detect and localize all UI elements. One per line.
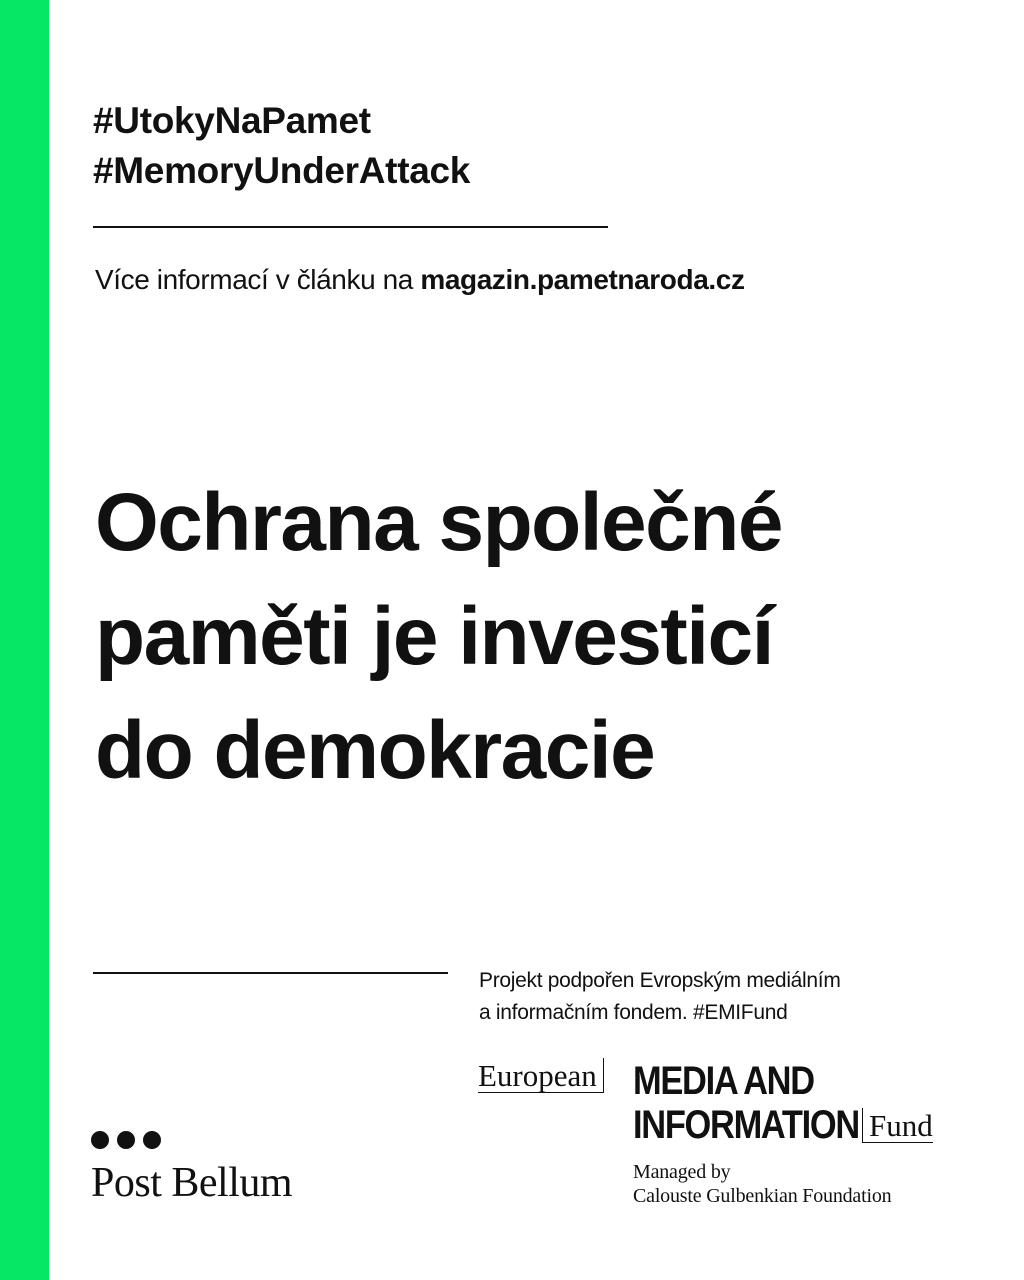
hashtag-utoky: #UtokyNaPamet (93, 100, 371, 141)
headline-line-3: do demokracie (95, 705, 655, 796)
managed-by (633, 1160, 891, 1208)
hashtag-memory: #MemoryUnderAttack (93, 150, 471, 191)
support-line-1: Projekt podpořen Evropským mediálním (479, 969, 841, 992)
managed-by-line-2: Calouste Gulbenkian Foundation (633, 1185, 892, 1207)
post-bellum-logo (91, 1131, 292, 1208)
info-link: magazin.pametnaroda.cz (420, 264, 745, 295)
managed-by-line-1: Managed by (633, 1161, 731, 1183)
emif-information: INFORMATION (633, 1103, 859, 1147)
headline-line-2: paměti je investicí (95, 591, 773, 682)
support-line-2: a informačním fondem. #EMIFund (479, 1001, 788, 1024)
dot-icon (117, 1131, 135, 1149)
divider-top (93, 226, 608, 228)
emif-media-and: MEDIA AND (633, 1059, 814, 1103)
dot-icon (143, 1131, 161, 1149)
emif-european: European (478, 1058, 604, 1093)
info-text (95, 262, 745, 298)
divider-bottom (93, 972, 448, 974)
headline-line-1: Ochrana společné (95, 477, 782, 568)
dot-icon (91, 1131, 109, 1149)
emif-fund: Fund (862, 1108, 933, 1143)
three-dots-icon (91, 1131, 292, 1151)
info-prefix: Více informací v článku na (95, 264, 421, 295)
support-text (479, 965, 841, 1029)
headline (95, 466, 782, 808)
post-bellum-name: Post Bellum (91, 1160, 293, 1206)
emif-logo (478, 1058, 948, 1158)
hashtags (93, 96, 470, 196)
accent-bar (0, 0, 49, 1280)
